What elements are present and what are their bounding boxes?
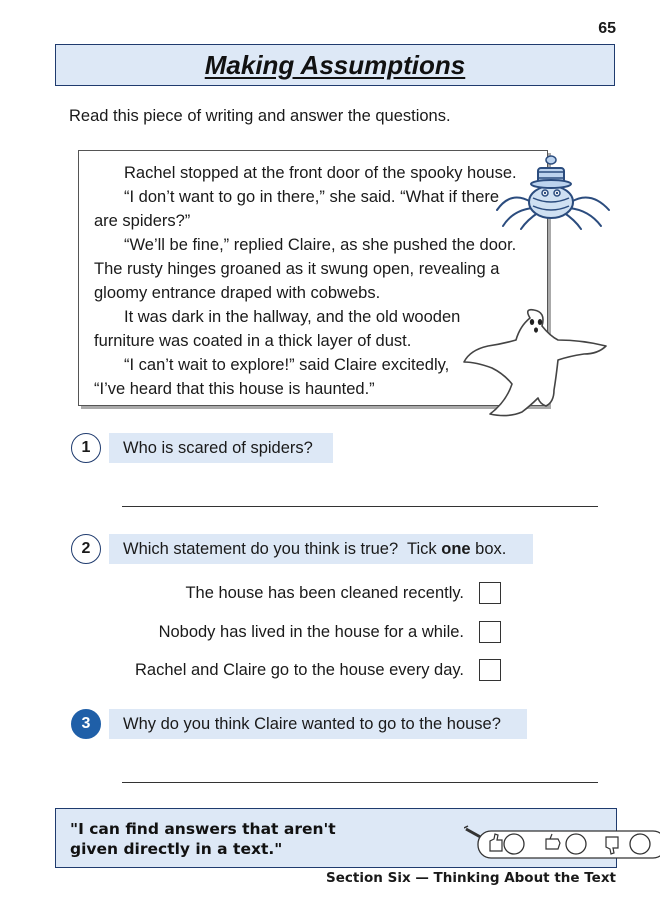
passage-line: are spiders?” <box>94 212 191 230</box>
question-1: Who is scared of spiders? <box>109 433 333 463</box>
learning-objective <box>70 819 336 859</box>
rating-circle-ok[interactable] <box>566 834 586 854</box>
rating-circle-not-yet[interactable] <box>630 834 650 854</box>
page-number: 65 <box>598 20 616 37</box>
question-number-2: 2 <box>71 534 101 564</box>
passage-line: “I’ve heard that this house is haunted.” <box>94 380 375 398</box>
rating-circle-good[interactable] <box>504 834 524 854</box>
passage-line: “We’ll be fine,” replied Claire, as she pushed the door. <box>124 236 517 254</box>
section-label: Section Six — Thinking About the Text <box>326 870 616 886</box>
passage-line: Rachel stopped at the front door of the spooky house. <box>124 164 517 182</box>
question-2 <box>109 534 533 564</box>
question-2-emphasis: one <box>441 539 471 558</box>
passage-line: “I don’t want to go in there,” she said. “What if there <box>124 188 500 206</box>
passage-line: gloomy entrance draped with cobwebs. <box>94 284 381 302</box>
instructions: Read this piece of writing and answer the questions. <box>69 107 451 125</box>
passage-line: “I can’t wait to explore!” said Claire excitedly, <box>124 356 450 374</box>
learning-objective-line-1: "I can find answers that aren't <box>70 820 336 838</box>
option-2-label: Nobody has lived in the house for a while. <box>158 623 464 641</box>
ghost-illustration <box>462 306 608 418</box>
option-3-label: Rachel and Claire go to the house every day. <box>135 661 464 679</box>
question-number-1: 1 <box>71 433 101 463</box>
question-2-text: Which statement do you think is true? Tick <box>123 539 442 558</box>
passage-line: The rusty hinges groaned as it swung open, revealing a <box>94 260 500 278</box>
self-assessment-box <box>55 808 617 868</box>
option-1-label: The house has been cleaned recently. <box>185 584 464 602</box>
question-number-3: 3 <box>71 709 101 739</box>
tick-box-1[interactable] <box>479 582 501 604</box>
tick-box-2[interactable] <box>479 621 501 643</box>
spider-illustration <box>491 152 615 230</box>
answer-line-1[interactable] <box>122 506 598 507</box>
question-3: Why do you think Claire wanted to go to the house? <box>109 709 527 739</box>
question-2-text-end: box. <box>470 539 507 558</box>
passage-line: It was dark in the hallway, and the old wooden <box>124 308 461 326</box>
title-bar <box>55 44 615 86</box>
passage-line: furniture was coated in a thick layer of dust. <box>94 332 412 350</box>
page-title: Making Assumptions <box>204 49 466 80</box>
answer-line-3[interactable] <box>122 782 598 783</box>
tick-box-3[interactable] <box>479 659 501 681</box>
learning-objective-line-2: given directly in a text." <box>70 840 283 858</box>
self-rating-scale <box>464 825 660 859</box>
